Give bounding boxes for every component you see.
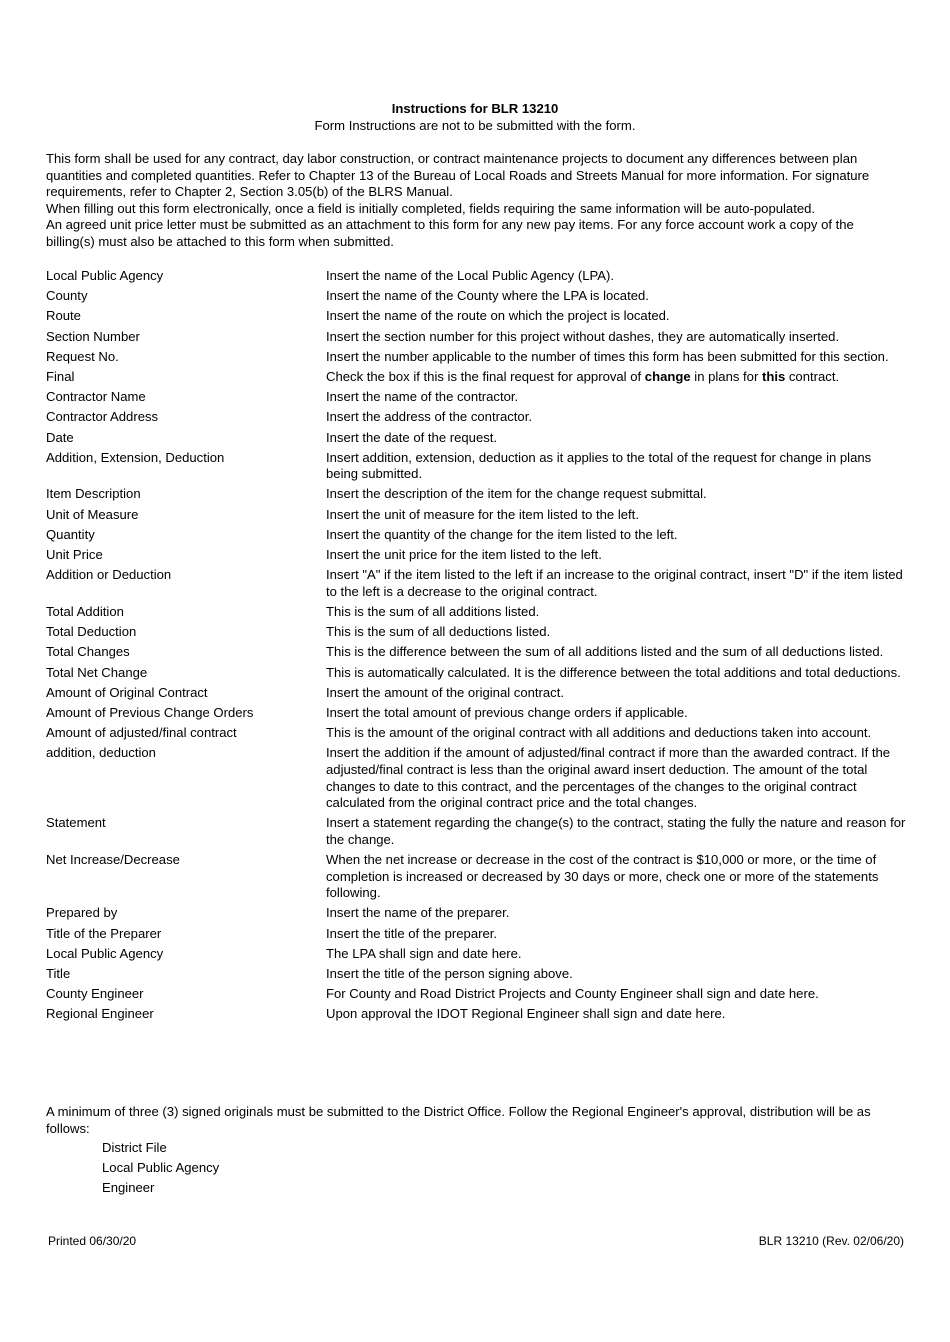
field-label: Request No. bbox=[46, 348, 119, 364]
field-label: Section Number bbox=[46, 328, 140, 344]
field-row bbox=[46, 349, 906, 366]
field-label: Amount of adjusted/final contract bbox=[46, 725, 237, 741]
field-label: Prepared by bbox=[46, 905, 118, 921]
field-row bbox=[46, 624, 906, 641]
field-label: County Engineer bbox=[46, 986, 144, 1002]
field-row bbox=[46, 567, 906, 600]
field-row bbox=[46, 507, 906, 524]
field-label: Net Increase/Decrease bbox=[46, 852, 180, 868]
field-label: Total Addition bbox=[46, 604, 124, 619]
field-row bbox=[46, 430, 906, 447]
page-title: Instructions for BLR 13210 bbox=[391, 101, 559, 116]
field-row bbox=[46, 705, 906, 722]
field-row bbox=[46, 288, 906, 305]
field-label: Final bbox=[46, 368, 75, 384]
field-label: County bbox=[46, 288, 88, 304]
final-desc-after: contract. bbox=[785, 368, 840, 384]
distribution-item: District File bbox=[102, 1140, 167, 1155]
field-description: Insert the unit of measure for the item listed to the left. bbox=[326, 506, 639, 522]
field-row bbox=[46, 946, 906, 963]
field-description: Upon approval the IDOT Regional Engineer shall sign and date here. bbox=[326, 1006, 726, 1022]
distribution-note: A minimum of three (3) signed originals must be submitted to the District Office. Follow the Regional Engineer's approval, distribution will be as follows: bbox=[46, 1104, 871, 1136]
field-row bbox=[46, 986, 906, 1003]
field-row bbox=[46, 644, 906, 661]
final-desc-middle: in plans for bbox=[690, 368, 762, 384]
field-row bbox=[46, 815, 906, 848]
field-row bbox=[46, 745, 906, 811]
field-label: Date bbox=[46, 429, 74, 445]
field-description: This is automatically calculated. It is the difference between the total additions and total deductions. bbox=[326, 664, 901, 680]
field-label: Addition or Deduction bbox=[46, 567, 172, 583]
field-label: Addition, Extension, Deduction bbox=[46, 449, 225, 465]
field-row bbox=[46, 665, 906, 682]
intro-paragraph-3: An agreed unit price letter must be submitted as an attachment to this form for any new pay items. For any force account work a copy of the billing(s) must also be attached to this form when submitted. bbox=[46, 217, 854, 249]
field-label: Unit of Measure bbox=[46, 506, 139, 522]
printed-date: Printed 06/30/20 bbox=[48, 1234, 137, 1248]
distribution-list bbox=[102, 1140, 219, 1200]
field-label: Quantity bbox=[46, 526, 95, 542]
field-description: This is the difference between the sum of all additions listed and the sum of all deductions listed. bbox=[326, 644, 884, 660]
field-description: Insert the unit price for the item listed to the left. bbox=[326, 547, 602, 563]
field-row bbox=[46, 725, 906, 742]
field-label: Contractor Address bbox=[46, 409, 159, 425]
field-label: Amount of Original Contract bbox=[46, 684, 208, 700]
field-description: Insert the quantity of the change for the item listed to the left. bbox=[326, 526, 678, 542]
field-row bbox=[46, 547, 906, 564]
field-label: Statement bbox=[46, 815, 106, 831]
field-label: Amount of Previous Change Orders bbox=[46, 704, 254, 720]
field-description: Insert the addition if the amount of adjusted/final contract if more than the awarded contract. If the adjusted/final contract is less than the original award insert deduction. The amount of the total changes to date to this contract, and the percentages of the changes to the original contract calculated from the original contract price and the total changes. bbox=[326, 745, 891, 811]
final-desc-bold-change: change bbox=[644, 368, 691, 384]
field-label: Total Net Change bbox=[46, 664, 148, 680]
field-row bbox=[46, 966, 906, 983]
field-description: Insert a statement regarding the change(s) to the contract, stating the fully the nature and reason for the change. bbox=[326, 815, 906, 847]
intro-paragraph-2: When filling out this form electronically, once a field is initially completed, fields requiring the same information will be auto-populated. bbox=[46, 200, 816, 216]
field-description: Insert the name of the route on which the project is located. bbox=[326, 308, 670, 324]
field-row bbox=[46, 926, 906, 943]
field-description: Insert the title of the person signing above. bbox=[326, 966, 573, 981]
page-subtitle: Form Instructions are not to be submitted with the form. bbox=[314, 118, 636, 133]
field-row bbox=[46, 329, 906, 346]
field-label: addition, deduction bbox=[46, 745, 156, 761]
field-label: Item Description bbox=[46, 486, 141, 502]
form-revision: BLR 13210 (Rev. 02/06/20) bbox=[758, 1234, 904, 1248]
field-label: Title of the Preparer bbox=[46, 925, 162, 941]
field-description: Insert the name of the preparer. bbox=[326, 905, 510, 921]
field-description: Insert the name of the Local Public Agency (LPA). bbox=[326, 268, 614, 283]
field-label: Local Public Agency bbox=[46, 945, 164, 961]
field-description: This is the sum of all additions listed. bbox=[326, 604, 540, 619]
field-label: Regional Engineer bbox=[46, 1006, 154, 1022]
field-description: Insert the description of the item for the change request submittal. bbox=[326, 486, 707, 502]
field-label: Contractor Name bbox=[46, 389, 146, 405]
field-label: Title bbox=[46, 966, 71, 981]
field-row bbox=[46, 685, 906, 702]
field-row bbox=[46, 450, 906, 483]
field-description: Insert the number applicable to the number of times this form has been submitted for this section. bbox=[326, 348, 889, 364]
field-description: Insert the amount of the original contract. bbox=[326, 684, 565, 700]
field-description: This is the amount of the original contract with all additions and deductions taken into account. bbox=[326, 725, 872, 741]
field-row bbox=[46, 905, 906, 922]
field-description: Insert the address of the contractor. bbox=[326, 409, 532, 425]
field-row bbox=[46, 268, 906, 285]
final-desc-before: Check the box if this is the final request for approval of bbox=[326, 368, 645, 384]
field-description: Insert the date of the request. bbox=[326, 429, 498, 445]
intro-paragraph-1: This form shall be used for any contract, day labor construction, or contract maintenance projects to document any differences between plan quantities and completed quantities. Refer to Chapter 13 of the Bureau of Local Roads and Streets Manual for more information. For signature requirements, refer to Chapter 2, Section 3.05(b) of the BLRS Manual. bbox=[46, 151, 870, 200]
field-row bbox=[46, 486, 906, 503]
final-desc-bold-this: this bbox=[761, 368, 786, 384]
field-row bbox=[46, 604, 906, 621]
field-description: When the net increase or decrease in the cost of the contract is $10,000 or more, or the time of completion is increased or decreased by 30 days or more, check one or more of the statements following. bbox=[326, 852, 879, 901]
field-row bbox=[46, 389, 906, 406]
field-row bbox=[46, 1006, 906, 1023]
field-label: Total Changes bbox=[46, 644, 130, 660]
field-description: Insert the total amount of previous change orders if applicable. bbox=[326, 704, 688, 720]
distribution-item: Engineer bbox=[102, 1180, 155, 1195]
field-row bbox=[46, 527, 906, 544]
distribution-item: Local Public Agency bbox=[102, 1160, 220, 1175]
field-description: Insert addition, extension, deduction as it applies to the total of the request for change in plans being submitted. bbox=[326, 449, 872, 482]
field-row bbox=[46, 409, 906, 426]
field-row bbox=[46, 852, 906, 902]
field-description: Insert the name of the County where the LPA is located. bbox=[326, 288, 649, 304]
field-row bbox=[46, 308, 906, 325]
field-description: Insert the name of the contractor. bbox=[326, 389, 519, 405]
field-instructions-list bbox=[46, 268, 906, 1027]
field-row bbox=[46, 369, 906, 386]
field-description: Insert "A" if the item listed to the left if an increase to the original contract, insert "D" if the item listed to the left is a decrease to the original contract. bbox=[326, 567, 903, 599]
field-label: Unit Price bbox=[46, 547, 103, 563]
field-description: Insert the title of the preparer. bbox=[326, 925, 498, 941]
field-description: Insert the section number for this project without dashes, they are automatically inserted. bbox=[326, 328, 840, 344]
field-description: For County and Road District Projects and County Engineer shall sign and date here. bbox=[326, 986, 819, 1002]
field-description: The LPA shall sign and date here. bbox=[326, 945, 522, 961]
field-label: Total Deduction bbox=[46, 624, 137, 640]
field-label: Local Public Agency bbox=[46, 268, 164, 283]
intro-section bbox=[46, 151, 906, 251]
field-description bbox=[326, 369, 906, 386]
field-label: Route bbox=[46, 308, 81, 324]
field-description: This is the sum of all deductions listed. bbox=[326, 624, 551, 640]
